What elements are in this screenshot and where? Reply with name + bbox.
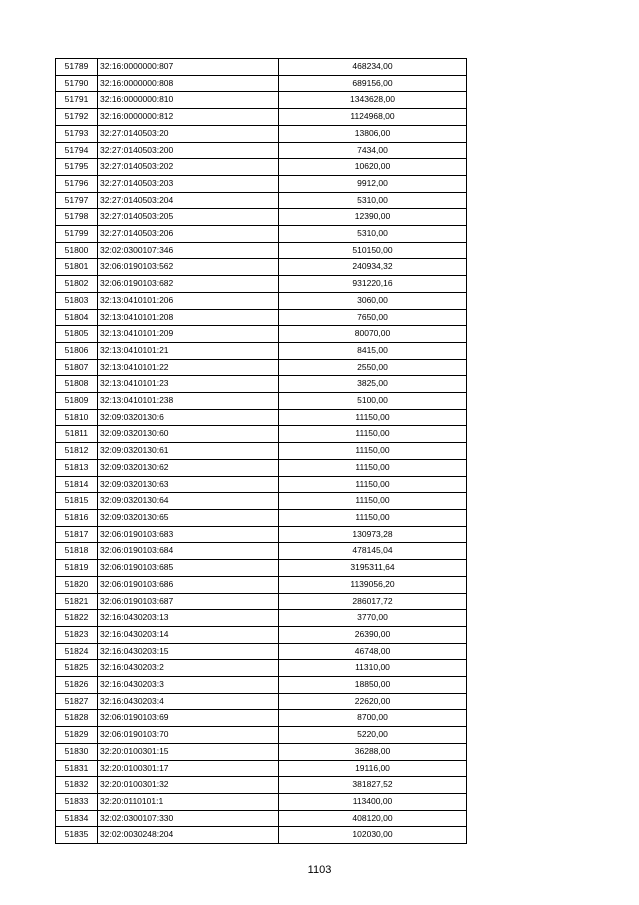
cadastral-value-table: [55, 58, 467, 844]
value-cell: 3770,00: [279, 610, 467, 627]
value-cell: 408120,00: [279, 810, 467, 827]
row-number-cell: 51823: [56, 626, 98, 643]
table-row: [56, 493, 467, 510]
row-number-cell: 51833: [56, 793, 98, 810]
table-row: [56, 643, 467, 660]
row-number-cell: 51808: [56, 376, 98, 393]
table-row: [56, 760, 467, 777]
value-cell: 36288,00: [279, 743, 467, 760]
value-cell: 468234,00: [279, 59, 467, 76]
cadastral-number-cell: 32:13:0410101:22: [98, 359, 279, 376]
value-cell: 11150,00: [279, 409, 467, 426]
cadastral-number-cell: 32:09:0320130:65: [98, 509, 279, 526]
cadastral-number-cell: 32:02:0300107:330: [98, 810, 279, 827]
table-row: [56, 509, 467, 526]
table-row: [56, 827, 467, 844]
cadastral-number-cell: 32:27:0140503:202: [98, 159, 279, 176]
table-row: [56, 693, 467, 710]
cadastral-number-cell: 32:09:0320130:62: [98, 459, 279, 476]
value-cell: 3825,00: [279, 376, 467, 393]
table-row: [56, 793, 467, 810]
row-number-cell: 51832: [56, 777, 98, 794]
row-number-cell: 51826: [56, 677, 98, 694]
cadastral-number-cell: 32:20:0100301:15: [98, 743, 279, 760]
value-cell: 286017,72: [279, 593, 467, 610]
cadastral-number-cell: 32:16:0000000:808: [98, 75, 279, 92]
row-number-cell: 51790: [56, 75, 98, 92]
value-cell: 26390,00: [279, 626, 467, 643]
row-number-cell: 51796: [56, 175, 98, 192]
row-number-cell: 51816: [56, 509, 98, 526]
table-row: [56, 209, 467, 226]
cadastral-number-cell: 32:13:0410101:21: [98, 342, 279, 359]
cadastral-number-cell: 32:09:0320130:60: [98, 426, 279, 443]
cadastral-number-cell: 32:13:0410101:23: [98, 376, 279, 393]
cadastral-number-cell: 32:09:0320130:6: [98, 409, 279, 426]
value-cell: 381827,52: [279, 777, 467, 794]
value-cell: 689156,00: [279, 75, 467, 92]
cadastral-number-cell: 32:09:0320130:63: [98, 476, 279, 493]
value-cell: 1124968,00: [279, 109, 467, 126]
row-number-cell: 51794: [56, 142, 98, 159]
value-cell: 5100,00: [279, 393, 467, 410]
cadastral-number-cell: 32:27:0140503:205: [98, 209, 279, 226]
row-number-cell: 51798: [56, 209, 98, 226]
table-row: [56, 677, 467, 694]
value-cell: 510150,00: [279, 242, 467, 259]
value-cell: 5310,00: [279, 192, 467, 209]
row-number-cell: 51804: [56, 309, 98, 326]
table-row: [56, 226, 467, 243]
row-number-cell: 51820: [56, 576, 98, 593]
cadastral-number-cell: 32:06:0190103:687: [98, 593, 279, 610]
table-row: [56, 292, 467, 309]
row-number-cell: 51829: [56, 727, 98, 744]
row-number-cell: 51815: [56, 493, 98, 510]
table-row: [56, 543, 467, 560]
value-cell: 11150,00: [279, 493, 467, 510]
cadastral-number-cell: 32:09:0320130:64: [98, 493, 279, 510]
cadastral-number-cell: 32:16:0430203:14: [98, 626, 279, 643]
table-row: [56, 92, 467, 109]
row-number-cell: 51793: [56, 125, 98, 142]
row-number-cell: 51801: [56, 259, 98, 276]
value-cell: 46748,00: [279, 643, 467, 660]
cadastral-number-cell: 32:16:0430203:13: [98, 610, 279, 627]
value-cell: 11150,00: [279, 426, 467, 443]
table-row: [56, 476, 467, 493]
cadastral-number-cell: 32:27:0140503:204: [98, 192, 279, 209]
row-number-cell: 51825: [56, 660, 98, 677]
table-row: [56, 610, 467, 627]
value-cell: 11150,00: [279, 476, 467, 493]
table-row: [56, 710, 467, 727]
row-number-cell: 51827: [56, 693, 98, 710]
cadastral-number-cell: 32:06:0190103:69: [98, 710, 279, 727]
cadastral-number-cell: 32:16:0430203:4: [98, 693, 279, 710]
cadastral-number-cell: 32:20:0100301:32: [98, 777, 279, 794]
row-number-cell: 51835: [56, 827, 98, 844]
row-number-cell: 51831: [56, 760, 98, 777]
value-cell: 11150,00: [279, 509, 467, 526]
value-cell: 11150,00: [279, 459, 467, 476]
table-row: [56, 142, 467, 159]
row-number-cell: 51830: [56, 743, 98, 760]
table-row: [56, 192, 467, 209]
value-cell: 113400,00: [279, 793, 467, 810]
cadastral-number-cell: 32:16:0430203:2: [98, 660, 279, 677]
cadastral-number-cell: 32:02:0030248:204: [98, 827, 279, 844]
table-row: [56, 459, 467, 476]
table-row: [56, 359, 467, 376]
value-cell: 10620,00: [279, 159, 467, 176]
cadastral-number-cell: 32:13:0410101:209: [98, 326, 279, 343]
cadastral-number-cell: 32:09:0320130:61: [98, 443, 279, 460]
table-row: [56, 326, 467, 343]
value-cell: 931220,16: [279, 276, 467, 293]
value-cell: 13806,00: [279, 125, 467, 142]
cadastral-number-cell: 32:16:0000000:810: [98, 92, 279, 109]
cadastral-number-cell: 32:13:0410101:238: [98, 393, 279, 410]
row-number-cell: 51792: [56, 109, 98, 126]
row-number-cell: 51807: [56, 359, 98, 376]
cadastral-number-cell: 32:20:0110101:1: [98, 793, 279, 810]
row-number-cell: 51817: [56, 526, 98, 543]
table-row: [56, 626, 467, 643]
row-number-cell: 51800: [56, 242, 98, 259]
value-cell: 22620,00: [279, 693, 467, 710]
value-cell: 9912,00: [279, 175, 467, 192]
cadastral-number-cell: 32:27:0140503:203: [98, 175, 279, 192]
page-number: 1103: [307, 864, 332, 876]
cadastral-number-cell: 32:27:0140503:20: [98, 125, 279, 142]
value-cell: 130973,28: [279, 526, 467, 543]
cadastral-number-cell: 32:02:0300107:346: [98, 242, 279, 259]
row-number-cell: 51812: [56, 443, 98, 460]
table-row: [56, 393, 467, 410]
row-number-cell: 51791: [56, 92, 98, 109]
row-number-cell: 51802: [56, 276, 98, 293]
table-row: [56, 109, 467, 126]
value-cell: 8415,00: [279, 342, 467, 359]
value-cell: 12390,00: [279, 209, 467, 226]
table-row: [56, 259, 467, 276]
row-number-cell: 51821: [56, 593, 98, 610]
row-number-cell: 51834: [56, 810, 98, 827]
cadastral-number-cell: 32:06:0190103:685: [98, 560, 279, 577]
table-row: [56, 159, 467, 176]
value-cell: 11150,00: [279, 443, 467, 460]
row-number-cell: 51822: [56, 610, 98, 627]
cadastral-number-cell: 32:06:0190103:70: [98, 727, 279, 744]
row-number-cell: 51809: [56, 393, 98, 410]
cadastral-number-cell: 32:13:0410101:206: [98, 292, 279, 309]
cadastral-number-cell: 32:06:0190103:562: [98, 259, 279, 276]
row-number-cell: 51795: [56, 159, 98, 176]
cadastral-number-cell: 32:16:0430203:3: [98, 677, 279, 694]
cadastral-number-cell: 32:27:0140503:200: [98, 142, 279, 159]
value-cell: 102030,00: [279, 827, 467, 844]
table-row: [56, 810, 467, 827]
table-row: [56, 376, 467, 393]
table-row: [56, 443, 467, 460]
row-number-cell: 51813: [56, 459, 98, 476]
cadastral-number-cell: 32:27:0140503:206: [98, 226, 279, 243]
table-row: [56, 409, 467, 426]
cadastral-number-cell: 32:06:0190103:686: [98, 576, 279, 593]
value-cell: 3195311,64: [279, 560, 467, 577]
table-row: [56, 560, 467, 577]
row-number-cell: 51789: [56, 59, 98, 76]
row-number-cell: 51803: [56, 292, 98, 309]
table-row: [56, 777, 467, 794]
value-cell: 3060,00: [279, 292, 467, 309]
table-row: [56, 660, 467, 677]
value-cell: 8700,00: [279, 710, 467, 727]
table-row: [56, 426, 467, 443]
table-row: [56, 309, 467, 326]
row-number-cell: 51819: [56, 560, 98, 577]
table-row: [56, 576, 467, 593]
value-cell: 5220,00: [279, 727, 467, 744]
row-number-cell: 51818: [56, 543, 98, 560]
value-cell: 240934,32: [279, 259, 467, 276]
value-cell: 18850,00: [279, 677, 467, 694]
value-cell: 2550,00: [279, 359, 467, 376]
cadastral-number-cell: 32:16:0000000:807: [98, 59, 279, 76]
table-body: [56, 59, 467, 844]
cadastral-number-cell: 32:13:0410101:208: [98, 309, 279, 326]
value-cell: 7434,00: [279, 142, 467, 159]
table-row: [56, 342, 467, 359]
cadastral-number-cell: 32:06:0190103:683: [98, 526, 279, 543]
cadastral-number-cell: 32:16:0000000:812: [98, 109, 279, 126]
table-row: [56, 75, 467, 92]
value-cell: 80070,00: [279, 326, 467, 343]
value-cell: 478145,04: [279, 543, 467, 560]
table-row: [56, 727, 467, 744]
row-number-cell: 51805: [56, 326, 98, 343]
row-number-cell: 51824: [56, 643, 98, 660]
table-row: [56, 59, 467, 76]
value-cell: 11310,00: [279, 660, 467, 677]
cadastral-number-cell: 32:20:0100301:17: [98, 760, 279, 777]
row-number-cell: 51811: [56, 426, 98, 443]
row-number-cell: 51828: [56, 710, 98, 727]
value-cell: 5310,00: [279, 226, 467, 243]
value-cell: 7650,00: [279, 309, 467, 326]
row-number-cell: 51799: [56, 226, 98, 243]
cadastral-number-cell: 32:16:0430203:15: [98, 643, 279, 660]
row-number-cell: 51806: [56, 342, 98, 359]
value-cell: 19116,00: [279, 760, 467, 777]
table-row: [56, 276, 467, 293]
row-number-cell: 51810: [56, 409, 98, 426]
table-row: [56, 242, 467, 259]
table-row: [56, 175, 467, 192]
table-row: [56, 743, 467, 760]
table-row: [56, 526, 467, 543]
cadastral-number-cell: 32:06:0190103:682: [98, 276, 279, 293]
table-row: [56, 125, 467, 142]
cadastral-number-cell: 32:06:0190103:684: [98, 543, 279, 560]
value-cell: 1139056,20: [279, 576, 467, 593]
row-number-cell: 51814: [56, 476, 98, 493]
row-number-cell: 51797: [56, 192, 98, 209]
table-row: [56, 593, 467, 610]
value-cell: 1343628,00: [279, 92, 467, 109]
